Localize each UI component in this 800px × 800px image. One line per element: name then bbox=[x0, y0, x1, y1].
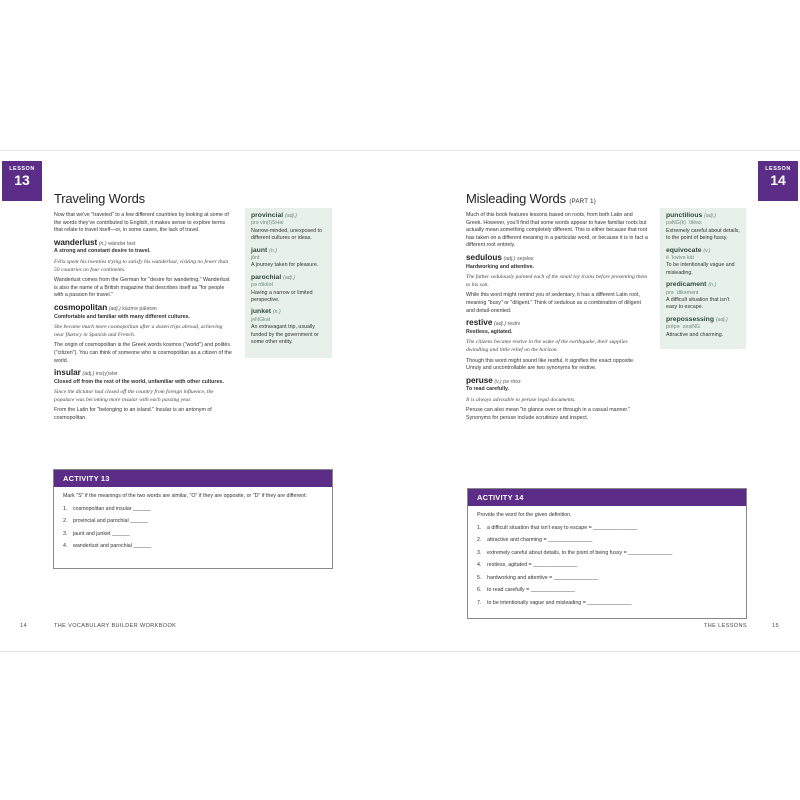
part-of-speech: (adj.) bbox=[108, 305, 121, 312]
part-of-speech: (v.) bbox=[703, 247, 711, 254]
title-text: Misleading Words bbox=[466, 191, 566, 206]
pronunciation: jônt bbox=[251, 255, 260, 262]
example-sentence: The father sedulously painted each of the small toy trains before presenting them to his son. bbox=[466, 274, 648, 288]
definition: Restless, agitated. bbox=[466, 328, 513, 335]
definition: A difficult situation that isn't easy to escape. bbox=[666, 297, 730, 311]
item-text: extremely careful about details, to the point of being fussy = _______________ bbox=[487, 549, 673, 556]
note: From the Latin for "belonging to an island." Insular is an antonym of cosmopolitan. bbox=[54, 407, 212, 422]
sidebar-entry-junket bbox=[251, 308, 326, 346]
pronunciation: pəNG(k) ˈtilēəs bbox=[666, 220, 702, 227]
activity-13-box bbox=[53, 469, 333, 569]
definition: A journey taken for pleasure. bbox=[251, 262, 319, 269]
pronunciation: käzmə pälətən bbox=[122, 305, 157, 312]
headword: restive bbox=[466, 318, 493, 328]
entry-peruse bbox=[466, 377, 650, 423]
definition: To read carefully. bbox=[466, 386, 510, 393]
item-number: 6. bbox=[477, 587, 482, 594]
example-sentence: Félix spent his twenties trying to satisfy his wanderlust, visiting no fewer than 50 countries on four continents. bbox=[54, 258, 229, 273]
sidebar-entry-prepossessing bbox=[666, 316, 740, 339]
activity-item bbox=[477, 522, 737, 535]
intro-paragraph: Now that we've "traveled" to a few different countries by looking at some of the words they've contributed to English, it makes sense to explore terms that relate to travel itself—or, in some cases, the lack of travel. bbox=[54, 212, 229, 234]
part-of-speech: (n.) bbox=[708, 282, 717, 289]
headword: cosmopolitan bbox=[54, 302, 108, 312]
item-number: 4. bbox=[477, 562, 482, 569]
headword: sedulous bbox=[466, 252, 502, 262]
part-of-speech: (n.) bbox=[98, 240, 107, 247]
definition: An extravagant trip, usually funded by the government or some other entity. bbox=[251, 324, 319, 346]
part-of-speech: (adj.) bbox=[493, 321, 506, 328]
activity-14-box bbox=[467, 488, 747, 619]
lesson-label: LESSON bbox=[765, 166, 791, 172]
folio-number: 15 bbox=[772, 623, 779, 629]
entry-sedulous bbox=[466, 254, 650, 315]
part-of-speech: (n.) bbox=[272, 309, 281, 316]
part-of-speech: (adj.) bbox=[285, 213, 297, 219]
part-of-speech: (adj.) bbox=[283, 274, 295, 281]
sidebar-entry-predicament bbox=[666, 281, 740, 312]
lesson-number: 13 bbox=[14, 172, 30, 188]
sidebar-entry-provincial bbox=[251, 212, 326, 243]
entry-restive bbox=[466, 319, 650, 373]
note: Wanderlust comes from the German for "desire for wandering." Wanderlust is also the name of a British magazine that describes itself as "for people with a passion for travel." bbox=[54, 277, 230, 299]
sidebar-headword: jaunt bbox=[251, 246, 268, 254]
activity-title: ACTIVITY 14 bbox=[468, 489, 746, 506]
left-page bbox=[0, 151, 400, 651]
sidebar-headword: predicament bbox=[666, 281, 707, 289]
note: Though this word might sound like restful, it signifies the exact opposite. Unruly and uncontrollable are two synonyms for restive. bbox=[466, 357, 635, 372]
example-sentence: Since the dictator had closed off the country from foreign influence, the populace was becoming more insular with each passing year. bbox=[54, 389, 214, 403]
definition: Having a narrow or limited perspective. bbox=[251, 289, 313, 304]
item-number: 4. bbox=[63, 543, 68, 550]
main-column bbox=[466, 212, 650, 426]
lesson-14-tab bbox=[758, 161, 798, 201]
activity-item bbox=[477, 534, 737, 547]
entry-wanderlust bbox=[54, 239, 234, 300]
activity-item bbox=[477, 547, 737, 560]
title-part: (PART 1) bbox=[569, 199, 597, 205]
item-number: 7. bbox=[477, 599, 482, 606]
example-sentence: She became much more cosmopolitan after a dozen trips abroad, achieving near fluency in Spanish and French. bbox=[54, 324, 223, 338]
part-of-speech: (adj.) bbox=[715, 316, 728, 323]
activity-item bbox=[63, 528, 323, 541]
pronunciation: ē ˈkwivə kāt bbox=[666, 255, 694, 262]
activity-item bbox=[63, 540, 323, 553]
item-number: 3. bbox=[63, 530, 68, 537]
example-sentence: The citizens became restive in the wake of the earthquake, their supplies dwindling and little relief on the horizon. bbox=[466, 339, 628, 353]
part-of-speech: (v.) bbox=[494, 378, 502, 385]
example-sentence: It is always advisable to peruse legal documents. bbox=[466, 396, 576, 403]
folio-text: THE VOCABULARY BUILDER WORKBOOK bbox=[54, 623, 177, 629]
note: While this word might remind you of sedentary, it has a different Latin root, meaning "busy" or "diligent." Think of sedulous as a combination of diligent and detail-oriented. bbox=[466, 292, 641, 314]
activity-title: ACTIVITY 13 bbox=[54, 470, 332, 487]
item-text: jaunt and junket ______ bbox=[73, 530, 130, 537]
entry-cosmopolitan bbox=[54, 304, 234, 365]
item-text: attractive and charming = _______________ bbox=[487, 537, 593, 544]
item-text: hardworking and attentive = _______________ bbox=[487, 574, 598, 581]
part-of-speech: (adj.) bbox=[704, 213, 716, 219]
item-text: to be intentionally vague and misleading = _______________ bbox=[487, 599, 632, 606]
item-text: a difficult situation that isn't easy to escape = _______________ bbox=[487, 524, 638, 531]
pronunciation: sejələs bbox=[517, 255, 534, 262]
note: Peruse can also mean "to glance over or through in a casual manner." Synonyms for peruse include scrutinize and inspect. bbox=[466, 407, 631, 422]
lesson-label: LESSON bbox=[9, 166, 35, 172]
main-column bbox=[54, 212, 234, 426]
definition: Attractive and charming. bbox=[666, 331, 724, 338]
intro-paragraph: Much of this book features lessons based on roots, from both Latin and Greek. However, you'll find that some words appear to have familiar roots but actually mean something completely different. This is either because that root has taken on a different meaning in a particular word, or because it is in fact a different root entirely. bbox=[466, 212, 648, 249]
item-number: 2. bbox=[477, 537, 482, 544]
part-of-speech: (adj.) bbox=[503, 255, 516, 262]
activity-item bbox=[63, 515, 323, 528]
activity-instructions: Mark "S" if the meanings of the two words are similar, "O" if they are opposite, or "D" if they are different: bbox=[63, 493, 308, 499]
pronunciation: ins(y)ələr bbox=[95, 371, 118, 378]
definition: Comfortable and familiar with many different cultures. bbox=[54, 313, 190, 320]
sidebar-headword: junket bbox=[251, 308, 272, 316]
note: The origin of cosmopolitan is the Greek words kosmos ("world") and politēs ("citizen"). You can think of someone who is cosmopolitan as a citizen of the world. bbox=[54, 342, 232, 364]
item-number: 1. bbox=[63, 505, 68, 512]
pronunciation: prə vin(t)SHəl bbox=[251, 220, 284, 227]
headword: insular bbox=[54, 368, 81, 378]
item-number: 2. bbox=[63, 518, 68, 525]
definition: Extremely careful about details, to the point of being fussy. bbox=[666, 227, 740, 242]
sidebar-headword: prepossessing bbox=[666, 315, 714, 323]
related-words-sidebar bbox=[245, 208, 332, 358]
definition: To be intentionally vague and misleading. bbox=[666, 262, 735, 276]
lesson-title bbox=[466, 191, 596, 206]
sidebar-headword: provincial bbox=[251, 212, 284, 219]
definition: Narrow-minded, unexposed to different cultures or ideas. bbox=[251, 227, 322, 242]
pronunciation: prēpə ˈzesiNG bbox=[666, 324, 701, 331]
headword: wanderlust bbox=[54, 237, 98, 247]
item-number: 3. bbox=[477, 549, 482, 556]
item-text: to read carefully = _______________ bbox=[487, 587, 575, 594]
pronunciation: wändər ləst bbox=[108, 240, 136, 247]
pronunciation: pə rōkēəl bbox=[251, 282, 273, 289]
lesson-number: 14 bbox=[770, 172, 786, 188]
lesson-13-tab bbox=[2, 161, 42, 201]
activity-instructions: Provide the word for the given definition. bbox=[477, 512, 572, 518]
definition: Hardworking and attentive. bbox=[466, 263, 534, 270]
item-number: 1. bbox=[477, 524, 482, 531]
sidebar-entry-punctilious bbox=[666, 212, 740, 243]
pronunciation: jəNGkət bbox=[251, 316, 271, 323]
folio-text: THE LESSONS bbox=[704, 623, 747, 629]
activity-item bbox=[477, 597, 737, 610]
pronunciation: pə rōoz bbox=[503, 378, 521, 385]
sidebar-headword: punctilious bbox=[666, 212, 703, 219]
activity-items bbox=[468, 522, 746, 614]
item-text: provincial and parochial ______ bbox=[73, 518, 148, 525]
lesson-title: Traveling Words bbox=[54, 191, 145, 206]
activity-items bbox=[54, 503, 332, 557]
activity-item bbox=[63, 503, 323, 516]
item-text: wanderlust and parochial ______ bbox=[73, 543, 152, 550]
part-of-speech: (adj.) bbox=[82, 371, 95, 378]
headword: peruse bbox=[466, 375, 493, 385]
right-page bbox=[400, 151, 800, 651]
part-of-speech: (n.) bbox=[269, 247, 277, 254]
book-spread bbox=[0, 150, 800, 652]
sidebar-entry-jaunt bbox=[251, 247, 326, 270]
sidebar-headword: equivocate bbox=[666, 246, 702, 254]
item-text: cosmopolitan and insular ______ bbox=[73, 505, 151, 512]
sidebar-entry-parochial bbox=[251, 274, 326, 305]
pronunciation: prə ˈdikəmənt bbox=[666, 289, 699, 296]
sidebar-entry-equivocate bbox=[666, 247, 740, 278]
activity-item bbox=[477, 559, 737, 572]
item-text: restless, agitated = _______________ bbox=[487, 562, 578, 569]
activity-item bbox=[477, 584, 737, 597]
folio-number: 14 bbox=[20, 623, 27, 629]
pronunciation: restiv bbox=[507, 321, 521, 328]
entry-insular bbox=[54, 369, 234, 423]
definition: Closed off from the rest of the world, unfamiliar with other cultures. bbox=[54, 378, 224, 385]
activity-item bbox=[477, 572, 737, 585]
sidebar-headword: parochial bbox=[251, 273, 282, 281]
item-number: 5. bbox=[477, 574, 482, 581]
definition: A strong and constant desire to travel. bbox=[54, 248, 151, 255]
related-words-sidebar bbox=[660, 208, 746, 349]
